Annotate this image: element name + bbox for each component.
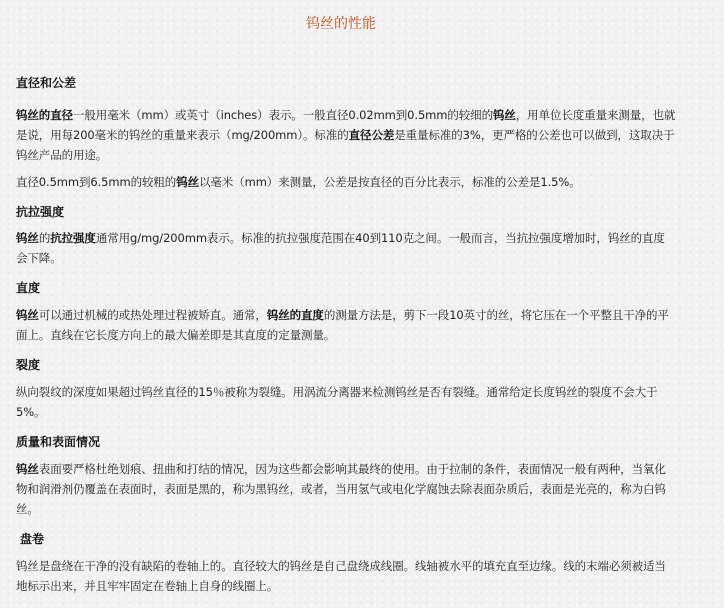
text-run: 通常用g/mg/200mm表示。标准的抗拉强度范围在40到110克之间。一般而言，当抗拉强度增加时，钨丝的直度会下降。: [16, 231, 665, 265]
page-title: 钨丝的性能: [306, 16, 376, 32]
bold-term: 钨丝: [176, 175, 199, 189]
section-heading-split: 裂度: [16, 358, 41, 372]
bold-term: 钨丝: [16, 231, 39, 245]
paragraph-diameter-tolerance: [16, 172, 676, 192]
text-run: 的: [38, 231, 51, 245]
text-run: 的测量方法是，剪下一段10英寸的丝，将它压在一个平整且干净的平面上。直线在它长度方向上的最大偏差即是其直度的定量测量。: [16, 308, 669, 342]
paragraph-straightness: [16, 305, 676, 345]
bold-term: 钨丝: [16, 462, 39, 476]
text-run: 直径0.5mm到6.5mm的较粗的: [16, 175, 177, 189]
bold-term: 钨丝的直度: [266, 308, 324, 322]
section-heading-surface-quality: 质量和表面情况: [16, 435, 101, 449]
section-heading-straightness: 直度: [16, 281, 41, 295]
section-heading-coil: 盘卷: [20, 532, 45, 546]
section-heading-diameter: 直径和公差: [16, 76, 77, 90]
text-run: 表面要严格杜绝划痕、扭曲和打结的情况，因为这些都会影响其最终的使用。由于拉制的条件，表面情况一般有两种，当氧化物和润滑剂仍覆盖在表面时，表面是黑的，称为黑钨丝，或者，当用氢气或电化学腐蚀去除表面杂质后，表面是光亮的，称为白钨丝。: [16, 462, 666, 516]
article-body: [16, 75, 676, 596]
paragraph-split: 纵向裂纹的深度如果超过钨丝直径的15％被称为裂缝。用涡流分离器来检测钨丝是否有裂缝。通常给定长度钨丝的裂度不会大于5%。: [16, 385, 658, 419]
paragraph-tensile-strength: [16, 228, 676, 268]
paragraph-diameter-measurement: [16, 105, 676, 165]
text-run: 是重量标准的3%，更严格的公差也可以做到，这取决于钨丝产品的用途。: [16, 128, 675, 162]
bold-term: 钨丝: [492, 108, 516, 122]
paragraph-surface-quality: [16, 459, 676, 519]
paragraph-coil: 钨丝是盘绕在干净的没有缺陷的卷轴上的。直径较大的钨丝是自己盘绕成线圈。线轴被水平的填充直至边缘。线的末端必须被适当地标示出来，并且牢牢固定在卷轴上自身的线圈上。: [16, 559, 666, 593]
bold-term: 钨丝的直径: [16, 108, 73, 122]
bold-term: 抗拉强度: [50, 231, 96, 245]
section-heading-tensile-strength: 抗拉强度: [16, 205, 65, 219]
text-run: 一般用毫米（mm）或英寸（inches）表示。一般直径0.02mm到0.5mm的较细的: [73, 108, 493, 122]
bold-term: 直径公差: [348, 128, 395, 142]
text-run: 以毫米（mm）来测量，公差是按直径的百分比表示，标准的公差是1.5%。: [199, 175, 581, 189]
text-run: 可以通过机械的或热处理过程被矫直。通常，: [38, 308, 267, 322]
bold-term: 钨丝: [16, 308, 39, 322]
text-run: ，用单位长度重量来测量，也就是说，用每200毫米的钨丝的重量来表示（mg/200mm）。标准的: [16, 108, 676, 142]
